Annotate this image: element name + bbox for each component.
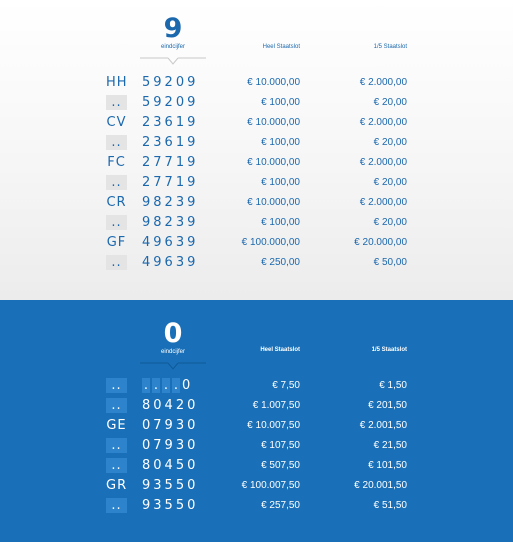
results-section-digit-0	[0, 300, 513, 542]
ticket-number: 59209	[142, 75, 199, 90]
ticket-number: 98239	[142, 195, 199, 210]
prize-heel: € 250,00	[261, 257, 300, 268]
prize-fifth: € 20.001,50	[354, 480, 407, 491]
table-row	[0, 215, 513, 235]
table-row	[0, 195, 513, 215]
table-row	[0, 478, 513, 498]
end-digit: 9	[163, 13, 183, 44]
prize-heel: € 100,00	[261, 137, 300, 148]
letter-code: GE	[106, 418, 127, 433]
ticket-number: 49639	[142, 235, 199, 250]
prize-heel: € 7,50	[272, 380, 300, 391]
ticket-number: 80420	[142, 398, 199, 413]
prize-fifth: € 2.000,00	[359, 197, 407, 208]
ticket-number: 27719	[142, 175, 199, 190]
prize-heel: € 100,00	[261, 97, 300, 108]
ticket-number: 07930	[142, 438, 199, 453]
end-digit-caption: eindcijfer	[160, 349, 185, 355]
ticket-number: 80450	[142, 458, 199, 473]
column-header-fifth-staatslot: 1/5 Staatslot	[371, 347, 407, 353]
prize-fifth: € 1,50	[379, 380, 407, 391]
letter-code: ..	[106, 215, 127, 230]
prize-fifth: € 51,50	[373, 500, 407, 511]
table-row	[0, 75, 513, 95]
letter-code: CR	[106, 195, 127, 210]
prize-heel: € 10.000,00	[247, 157, 300, 168]
ticket-number: 49639	[142, 255, 199, 270]
masked-digit: .	[143, 378, 149, 393]
end-digit-caption: eindcijfer	[160, 44, 185, 50]
prize-heel: € 1.007,50	[252, 400, 300, 411]
prize-fifth: € 20,00	[373, 137, 407, 148]
ticket-number: 27719	[142, 155, 199, 170]
prize-fifth: € 20,00	[373, 177, 407, 188]
ticket-digit: 0	[182, 378, 194, 393]
letter-code: ..	[106, 135, 127, 150]
prize-fifth: € 2.000,00	[359, 157, 407, 168]
table-row	[0, 175, 513, 195]
table-row	[0, 398, 513, 418]
prize-fifth: € 20.000,00	[354, 237, 407, 248]
prize-heel: € 100,00	[261, 177, 300, 188]
masked-digit: .	[163, 378, 169, 393]
letter-code: GR	[106, 478, 128, 493]
letter-code: ..	[106, 498, 127, 513]
column-header-heel-staatslot: Heel Staatslot	[262, 44, 300, 50]
letter-code: ..	[106, 175, 127, 190]
ticket-number: 93550	[142, 498, 199, 513]
prize-heel: € 257,50	[261, 500, 300, 511]
results-table	[0, 378, 513, 518]
prize-heel: € 507,50	[261, 460, 300, 471]
letter-code: CV	[106, 115, 127, 130]
pointer-icon	[140, 57, 206, 71]
table-row	[0, 235, 513, 255]
table-row	[0, 115, 513, 135]
table-row	[0, 458, 513, 478]
masked-digit: .	[173, 378, 179, 393]
letter-code: ..	[106, 378, 127, 393]
letter-code: ..	[106, 255, 127, 270]
prize-fifth: € 2.001,50	[359, 420, 407, 431]
column-header-heel-staatslot: Heel Staatslot	[260, 347, 300, 353]
end-digit: 0	[163, 318, 183, 349]
table-row	[0, 135, 513, 155]
masked-digit: .	[153, 378, 159, 393]
ticket-number: 07930	[142, 418, 199, 433]
table-row	[0, 255, 513, 275]
prize-heel: € 107,50	[261, 440, 300, 451]
ticket-number: 98239	[142, 215, 199, 230]
letter-code: ..	[106, 438, 127, 453]
letter-code: ..	[106, 95, 127, 110]
prize-fifth: € 20,00	[373, 217, 407, 228]
prize-heel: € 100,00	[261, 217, 300, 228]
table-row	[0, 378, 513, 398]
column-header-fifth-staatslot: 1/5 Staatslot	[373, 44, 407, 50]
ticket-number: 23619	[142, 135, 199, 150]
letter-code: FC	[107, 155, 126, 170]
prize-heel: € 10.000,00	[247, 197, 300, 208]
prize-fifth: € 201,50	[368, 400, 407, 411]
ticket-number: 93550	[142, 478, 199, 493]
letter-code: HH	[106, 75, 128, 90]
table-row	[0, 498, 513, 518]
pointer-icon	[140, 362, 206, 376]
prize-fifth: € 21,50	[373, 440, 407, 451]
table-row	[0, 155, 513, 175]
table-row	[0, 438, 513, 458]
letter-code: ..	[106, 458, 127, 473]
ticket-number: 59209	[142, 95, 199, 110]
prize-heel: € 10.007,50	[247, 420, 300, 431]
prize-fifth: € 2.000,00	[359, 117, 407, 128]
results-table	[0, 75, 513, 275]
prize-fifth: € 50,00	[373, 257, 407, 268]
table-row	[0, 95, 513, 115]
letter-code: ..	[106, 398, 127, 413]
prize-heel: € 100.000,00	[241, 237, 300, 248]
ticket-number: 23619	[142, 115, 199, 130]
prize-heel: € 100.007,50	[241, 480, 300, 491]
prize-fifth: € 101,50	[368, 460, 407, 471]
letter-code: GF	[106, 235, 127, 250]
prize-fifth: € 2.000,00	[359, 77, 407, 88]
table-row	[0, 418, 513, 438]
prize-heel: € 10.000,00	[247, 117, 300, 128]
prize-fifth: € 20,00	[373, 97, 407, 108]
prize-heel: € 10.000,00	[247, 77, 300, 88]
